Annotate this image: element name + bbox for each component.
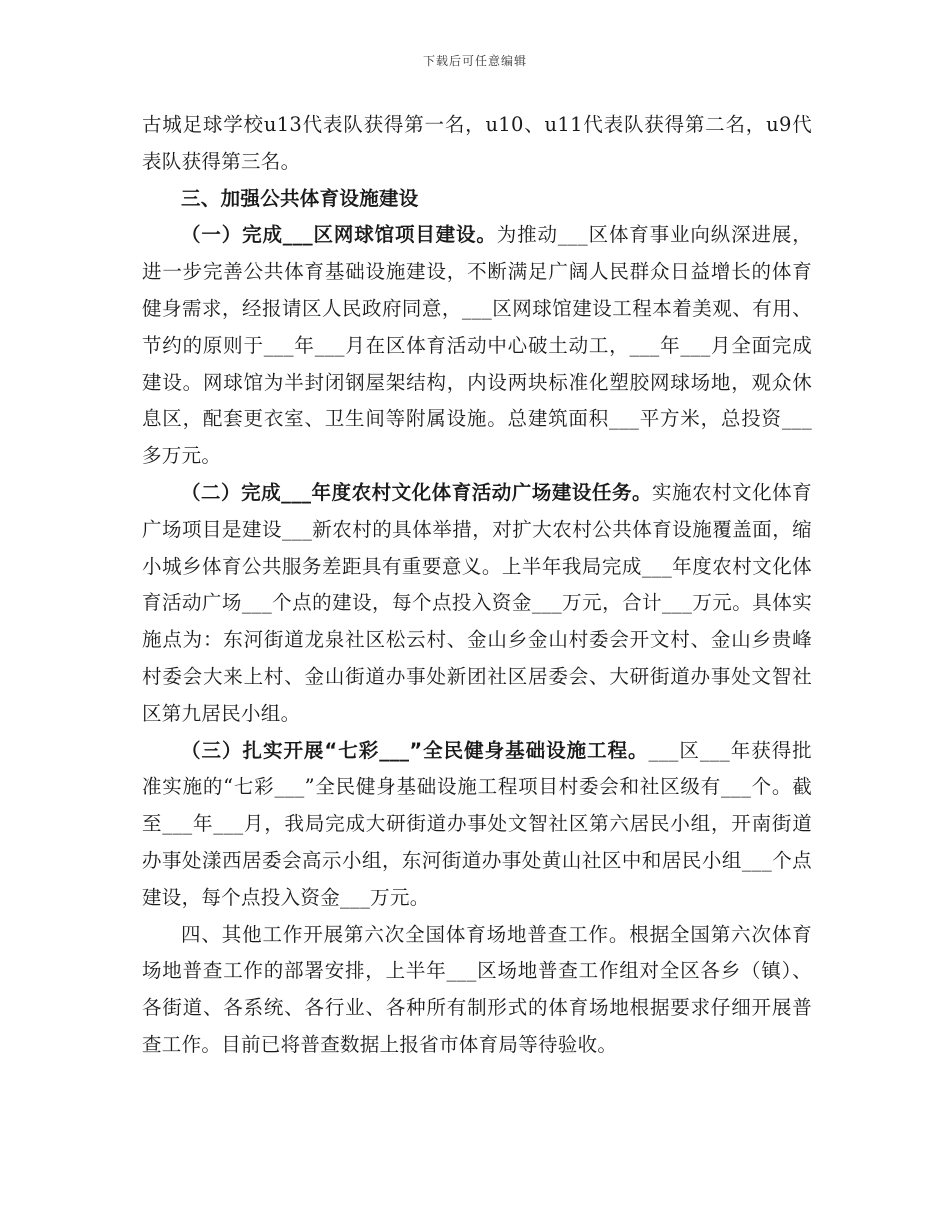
subheading-rural-squares: （二）完成___年度农村文化体育活动广场建设任务。	[181, 480, 652, 504]
subheading-fitness-project: （三）扎实开展“七彩___”全民健身基础设施工程。	[181, 738, 649, 762]
paragraph-fitness-project	[142, 733, 812, 917]
subheading-tennis-hall: （一）完成___区网球馆项目建设。	[181, 223, 497, 247]
paragraph-venue-census	[142, 917, 812, 1064]
paragraph-text: 实施农村文化体育广场项目是建设___新农村的具体举措，对扩大农村公共体育设施覆盖面，缩小城乡体育公共服务差距具有重要意义。上半年我局完成___年度农村文化体育活动广场___个点的建设，每个点投入资金___万元，合计___万元。具体实施点为：东河街道龙泉社区松云村、金山乡金山村委会开文村、金山乡贵峰村委会大来上村、金山街道办事处新团社区居委会、大研街道办事处文智社区第九居民小组。	[142, 480, 812, 725]
page-header: 下载后可任意编辑	[422, 54, 527, 68]
paragraph-football-results	[142, 107, 812, 181]
document-body	[142, 107, 812, 1064]
paragraph-rural-squares	[142, 475, 812, 733]
paragraph-text: 古城足球学校u13代表队获得第一名，u10、u11代表队获得第二名，u9代表队获得第三名。	[142, 113, 812, 173]
paragraph-text: 为推动___区体育事业向纵深进展，进一步完善公共体育基础设施建设，不断满足广阔人民群众日益增长的体育健身需求，经报请区人民政府同意，___区网球馆建设工程本着美观、有用、节约的原则于___年___月在区体育活动中心破土动工，___年___月全面完成建设。网球馆为半封闭钢屋架结构，内设两块标准化塑胶网球场地，观众休息区，配套更衣室、卫生间等附属设施。总建筑面积___平方米，总投资___多万元。	[142, 223, 812, 468]
paragraph-text: 四、其他工作开展第六次全国体育场地普查工作。根据全国第六次体育场地普查工作的部署安排，上半年___区场地普查工作组对全区各乡（镇）、各街道、各系统、各行业、各种所有制形式的体育场地根据要求仔细开展普查工作。目前已将普查数据上报省市体育局等待验收。	[142, 922, 812, 1056]
section-heading-facilities	[142, 181, 812, 218]
section-heading-text: 三、加强公共体育设施建设	[181, 186, 419, 210]
paragraph-text: ___区___年获得批准实施的“七彩___”全民健身基础设施工程项目村委会和社区级有___个。截至___年___月，我局完成大研街道办事处文智社区第六居民小组，开南街道办事处漾西居委会高示小组，东河街道办事处黄山社区中和居民小组___个点建设，每个点投入资金___万元。	[142, 738, 812, 909]
paragraph-tennis-hall	[142, 217, 812, 475]
